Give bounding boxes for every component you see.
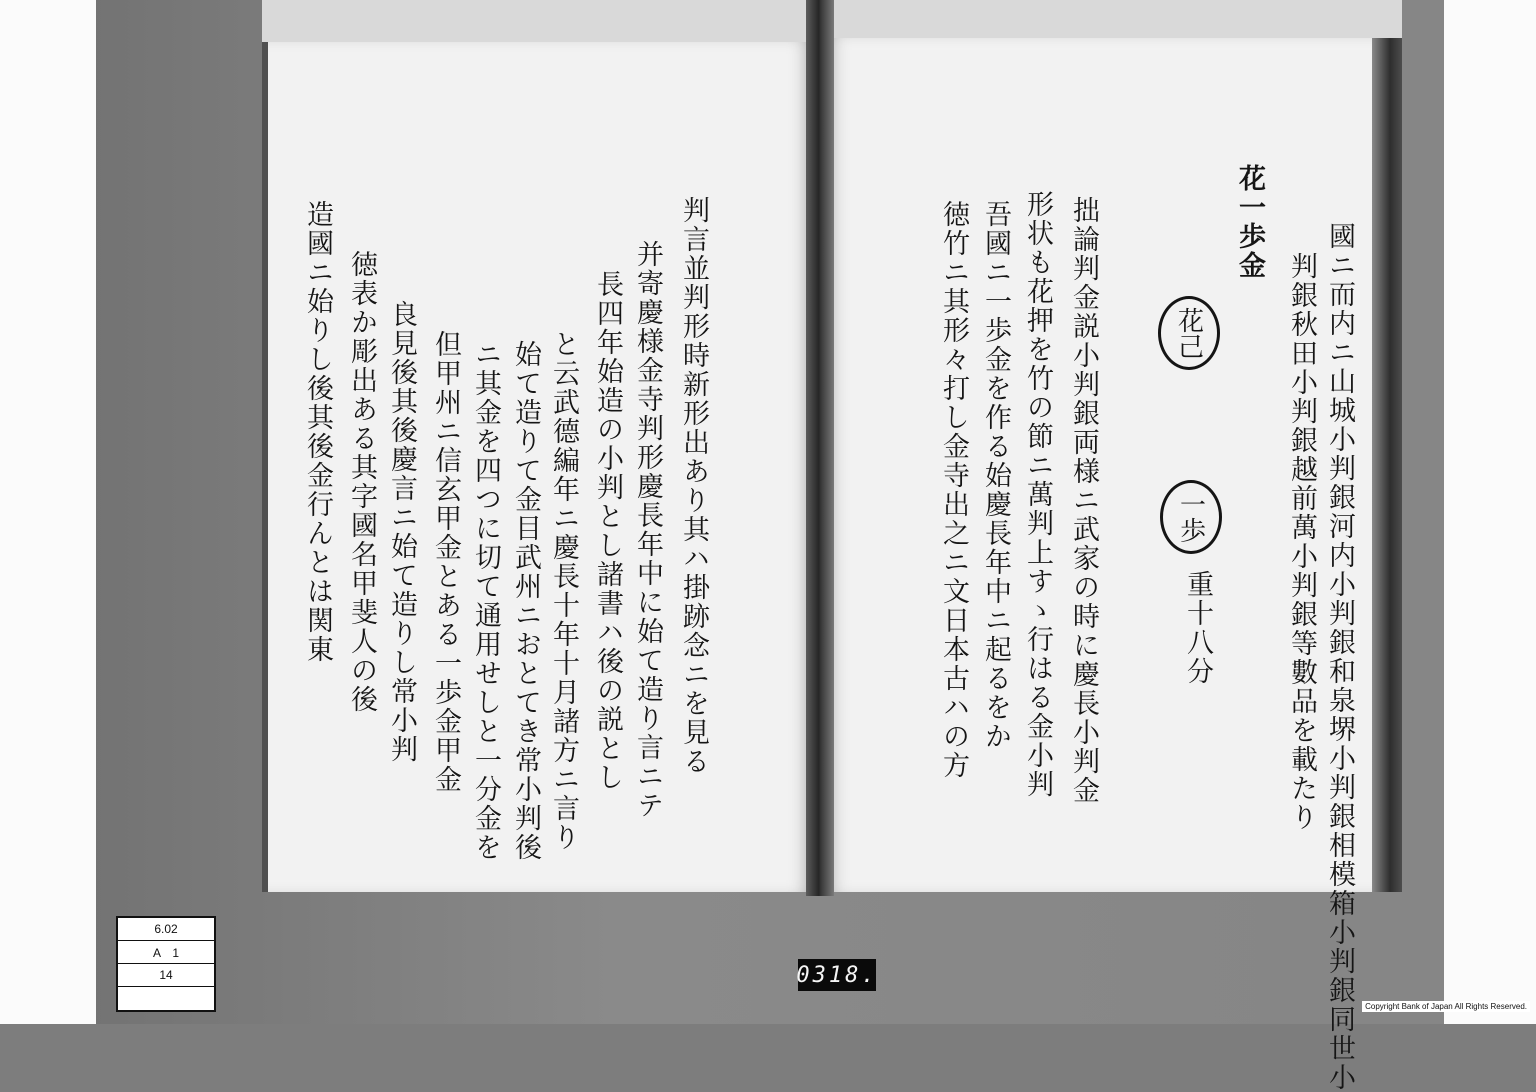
left-text-column-10: 造國ニ始りし後其後金行んとは関東 bbox=[302, 200, 333, 664]
book-spine bbox=[806, 0, 834, 896]
frame-number: 0318. bbox=[798, 959, 876, 991]
right-text-column-1: 國ニ而内ニ山城小判銀河内小判銀和泉堺小判銀相模箱小判銀同世小 bbox=[1324, 222, 1355, 1092]
label-line-3: 14 bbox=[118, 964, 214, 987]
left-text-column-2: 并寄慶様金寺判形慶長年中に始て造り言ニテ bbox=[632, 240, 663, 820]
copyright-notice: Copyright Bank of Japan All Rights Reserved. bbox=[1362, 1001, 1530, 1012]
left-white-margin bbox=[0, 0, 96, 1024]
right-text-column-4: 拙論判金説小判銀両様ニ武家の時に慶長小判金 bbox=[1068, 196, 1099, 805]
left-text-column-7: 但甲州ニ信玄甲金とある一歩金甲金 bbox=[430, 330, 461, 794]
book-edge-right bbox=[1372, 38, 1402, 892]
coin-mark-circle: 花己 bbox=[1158, 296, 1220, 370]
weight-note: 重十八分 bbox=[1182, 570, 1213, 686]
left-text-column-4: と云武德編年ニ慶長十年十月諸方ニ言り bbox=[548, 330, 579, 852]
right-text-column-2: 判銀秋田小判銀越前萬小判銀等數品を載たり bbox=[1286, 252, 1317, 832]
left-text-column-3: 長四年始造の小判とし諸書ハ後の説とし bbox=[592, 270, 623, 792]
left-text-column-6: ニ其金を四つに切て通用せしと一分金を bbox=[470, 340, 501, 862]
right-text-column-6: 吾國ニ一歩金を作る始慶長年中ニ起るをか bbox=[980, 200, 1011, 751]
label-line-2: A 1 bbox=[118, 941, 214, 964]
right-text-column-7: 徳竹ニ其形々打し金寺出之ニ文日本古ハの方 bbox=[938, 200, 969, 780]
right-heading: 花一歩金 bbox=[1234, 164, 1265, 280]
label-line-1: 6.02 bbox=[118, 918, 214, 941]
left-text-column-9: 徳表か彫出ある其字國名甲斐人の後 bbox=[346, 250, 377, 714]
one-bu-circle: 一歩 bbox=[1160, 480, 1222, 554]
left-text-column-5: 始て造りて金目武州ニおとてき常小判後 bbox=[510, 340, 541, 862]
right-text-column-5: 形状も花押を竹の節ニ萬判上すゝ行はる金小判 bbox=[1022, 190, 1053, 799]
right-white-margin bbox=[1444, 0, 1536, 1024]
left-text-column-8: 良見後其後慶言ニ始て造りし常小判 bbox=[386, 300, 417, 764]
left-text-column-1: 判言並判形時新形出あり其ハ掛跡念ニを見る bbox=[678, 196, 709, 776]
catalog-label bbox=[116, 916, 216, 1012]
